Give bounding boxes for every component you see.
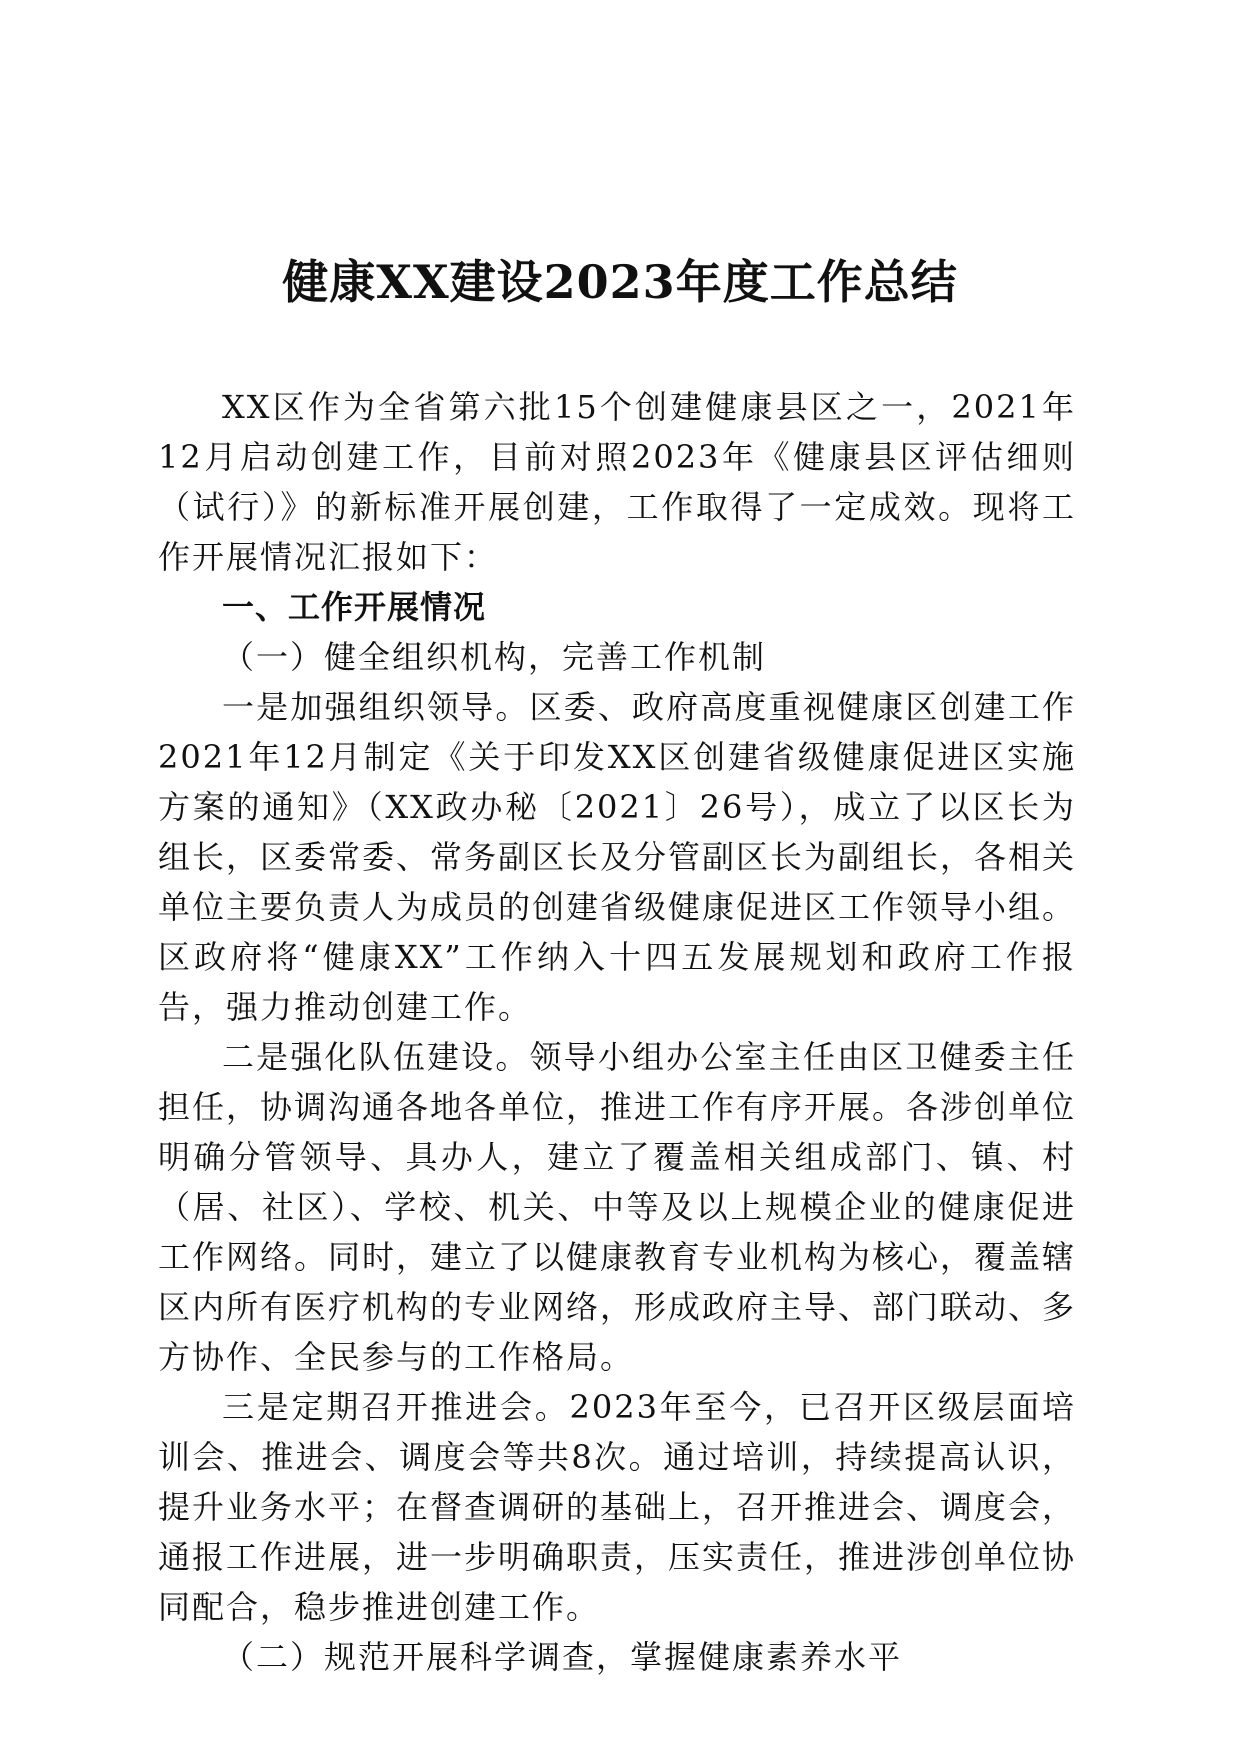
document-body bbox=[158, 382, 1076, 1682]
subsection-heading-organization: （一）健全组织机构，完善工作机制 bbox=[222, 638, 767, 676]
paragraph-leadership: 一是加强组织领导。区委、政府高度重视健康区创建工作2021年12月制定《关于印发XX区创建省级健康促进区实施方案的通知》（XX政办秘〔2021〕26号），成立了以区长为组长，区委常委、常务副区长及分管副区长为副组长，各相关单位主要负责人为成员的创建省级健康促进区工作领导小组。区政府将“健康XX”工作纳入十四五发展规划和政府工作报告，强力推动创建工作。 bbox=[158, 688, 1077, 1026]
section-heading-work-progress: 一、工作开展情况 bbox=[222, 588, 487, 626]
intro-paragraph: XX区作为全省第六批15个创建健康县区之一，2021年12月启动创建工作，目前对照2023年《健康县区评估细则（试行）》的新标准开展创建，工作取得了一定成效。现将工作开展情况汇报如下： bbox=[158, 388, 1076, 576]
subsection-heading-survey: （二）规范开展科学调查，掌握健康素养水平 bbox=[222, 1638, 903, 1676]
document-title: 健康XX建设2023年度工作总结 bbox=[282, 255, 958, 309]
paragraph-team-building: 二是强化队伍建设。领导小组办公室主任由区卫健委主任担任，协调沟通各地各单位，推进工作有序开展。各涉创单位明确分管领导、具办人，建立了覆盖相关组成部门、镇、村（居、社区）、学校、机关、中等及以上规模企业的健康促进工作网络。同时，建立了以健康教育专业机构为核心，覆盖辖区内所有医疗机构的专业网络，形成政府主导、部门联动、多方协作、全民参与的工作格局。 bbox=[158, 1038, 1077, 1376]
paragraph-meetings: 三是定期召开推进会。2023年至今，已召开区级层面培训会、推进会、调度会等共8次。通过培训，持续提高认识，提升业务水平；在督查调研的基础上，召开推进会、调度会，通报工作进展，进一步明确职责，压实责任，推进涉创单位协同配合，稳步推进创建工作。 bbox=[158, 1388, 1077, 1626]
